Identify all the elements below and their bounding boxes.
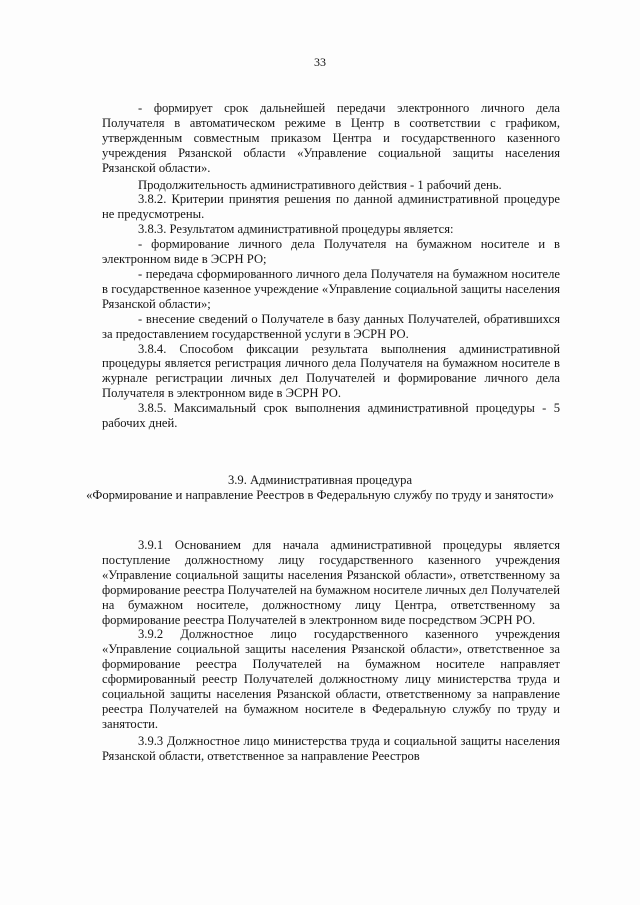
section-3-8-text <box>102 101 560 431</box>
paragraph: 3.9.2 Должностное лицо государственного казенного учреждения «Управление социальной защиты населения Рязанской области», ответственное за формирование реестра Получателей на бумажном носителе направляет сформированный реестр Получателей должностному лицу министерства труда и социальной защиты населения Рязанской области, ответственному за направление реестра Получателей на бумажном носителе в Федеральную службу по труду и занятости. <box>102 627 560 731</box>
paragraph: 3.8.5. Максимальный срок выполнения административной процедуры - 5 рабочих дней. <box>102 401 560 431</box>
section-heading <box>80 473 560 503</box>
section-3-9-text <box>102 538 560 764</box>
paragraph: 3.9.3 Должностное лицо министерства труда и социальной защиты населения Рязанской области, ответственное за направление Реестров <box>102 733 560 763</box>
page-number: 33 <box>314 55 326 69</box>
paragraph: - формирование личного дела Получателя на бумажном носителе и в электронном виде в ЭСРН РО; <box>102 237 560 267</box>
section-heading-title: 3.9. Административная процедура <box>227 473 413 487</box>
paragraph: 3.8.3. Результатом административной процедуры является: <box>138 222 454 237</box>
paragraph: - внесение сведений о Получателе в базу данных Получателей, обратившихся за предоставлением государственной услуги в ЭСРН РО. <box>102 311 560 341</box>
paragraph: - формирует срок дальнейшей передачи электронного личного дела Получателя в автоматическом режиме в Центр в соответствии с графиком, утвержденным совместным приказом Центра и государственного казенного учреждения Рязанской области «Управление социальной защиты населения Рязанской области». <box>102 101 560 175</box>
section-heading-subtitle: «Формирование и направление Реестров в Федеральную службу по труду и занятости» <box>86 488 554 502</box>
paragraph: 3.8.4. Способом фиксации результата выполнения административной процедуры является регистрация личного дела Получателя на бумажном носителе в журнале регистрации личных дел Получателей и формирование личного дела Получателя в электронном виде в ЭСРН РО. <box>102 341 560 401</box>
paragraph: - передача сформированного личного дела Получателя на бумажном носителе в государственное казенное учреждение «Управление социальной защиты населения Рязанской области»; <box>102 266 560 311</box>
paragraph: 3.8.2. Критерии принятия решения по данной административной процедуре не предусмотрены. <box>102 192 560 222</box>
paragraph: 3.9.1 Основанием для начала административной процедуры является поступление должностному лицу государственного казенного учреждения «Управление социальной защиты населения Рязанской области», ответственному за формирование реестра Получателей на бумажном носителе личных дел Получателей на бумажном носителе, должностному лицу Центра, ответственному за формирование реестра Получателей в электронном виде посредством ЭСРН РО. <box>102 538 560 627</box>
paragraph: Продолжительность административного действия - 1 рабочий день. <box>138 177 502 192</box>
